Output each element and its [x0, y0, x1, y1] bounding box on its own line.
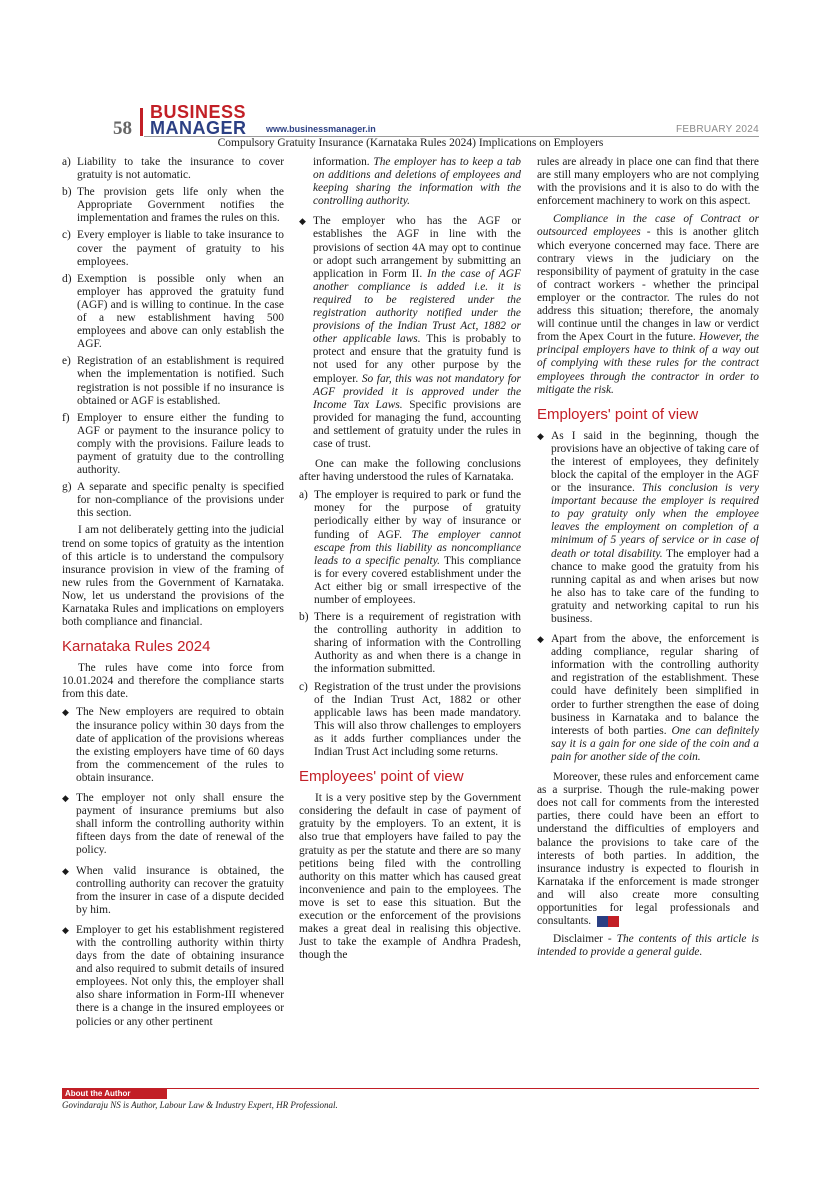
list-item: c) Every employer is liable to take insurance to cover the payment of gratuity to his employees. — [62, 229, 284, 268]
logo-divider — [140, 108, 143, 136]
about-author-label: About the Author — [62, 1088, 167, 1099]
diamond-bullet-icon: ◆ — [299, 216, 306, 227]
list-item: e) Registration of an establishment is required when the implementation is notified. Such registration is not possible if no insurance is obtained or AGF is established. — [62, 355, 284, 407]
issue-date: FEBRUARY 2024 — [675, 124, 759, 135]
continued-text: information. The employer has to keep a tab on additions and deletions of employees and keeping sharing the information with the controlling authority. — [313, 156, 521, 208]
moreover-paragraph: Moreover, these rules and enforcement came as a surprise. Though the rule-making power does not call for comments from the interested parties, there could have been an effort to understand the difficulties of employers and balance the provisions to take care of the interests of both parties. In addition, the insurance industry is expected to flourish in Karnataka if the enforcement is made stronger and will also create more consulting opportunities for legal professionals and consultants. M — [537, 771, 759, 928]
section-heading-employees: Employees' point of view — [299, 768, 464, 786]
conclusions-paragraph: One can make the following conclusions after having understood the rules of Karnataka. — [299, 458, 521, 484]
list-item: d) Exemption is possible only when an employer has approved the gratuity fund (AGF) and is willing to continue. In the case of a new establishment having 500 employees and above can only establish the AGF. — [62, 272, 284, 351]
list-item: c) Registration of the trust under the provisions of the Indian Trust Act, 1882 or other applicable laws has been made mandatory. This will also throw challenges to employers as it adds further compliances under the Indian Trust Act including some returns. — [299, 680, 521, 759]
contract-paragraph: Compliance in the case of Contract or outsourced employees - this is another glitch which everyone concerned may face. There are contrary views in the judiciary on the responsibility of payment of gratuity in the case of contract workers - whether the principal employer or the contractor. The rules do not address this situation; therefore, the anomaly will continue until the changes in law or verdict from the Apex Court in the future. However, the principal employers have to think of a way out of complying with these rules for the contract employees through the contractor in order to mitigate the risk. — [537, 213, 759, 396]
list-item: g) A separate and specific penalty is specified for non-compliance of the provisions under this section. — [62, 481, 284, 520]
bullet-item: ◆ Employer to get his establishment registered with the controlling authority within thirty days from the date of obtaining insurance and also required to submit details of insured employees. Not only this, the employer shall also share information in Form-III whenever there is a change in the insured employees or policies or any other pertinent — [62, 923, 284, 1028]
diamond-bullet-icon: ◆ — [62, 707, 69, 718]
list-item: b) The provision gets life only when the Appropriate Government notifies the implementation and frames the rules on this. — [62, 186, 284, 225]
author-bio: Govindaraju NS is Author, Labour Law & Industry Expert, HR Professional. — [62, 1100, 338, 1110]
list-item: a) The employer is required to park or fund the money for the purpose of gratuity periodically either by way of insurance or funding of AGF. The employer cannot escape from this liability as noncompliance leads to a specific penalty. This compliance is for every covered establishment under the Act either big or small irrespective of the number of employees. — [299, 489, 521, 606]
bullet-item: ◆ The employer who has the AGF or establishes the AGF in line with the provisions of section 4A may opt to continue or adopt such arrangement by submitting an application in Form II. In the case of AGF another compliance is added i.e. it is required to be registered under the registration authority notified under the provisions of the Indian Trust Act, 1882 or other applicable laws. This is probably to protect and ensure that the gratuity fund is not used for any other purpose by the employer. So far, this was not mandatory for AGF provided it is approved under the Income Tax Laws. Specific provisions are provided for managing the fund, accounting and settlement of gratuity under the rules in case of trust. — [299, 215, 521, 450]
list-item: a) Liability to take the insurance to cover gratuity is not automatic. — [62, 156, 284, 182]
brand-logo-line2: MANAGER — [150, 118, 247, 138]
list-item: f) Employer to ensure either the funding to AGF or payment to the insurance policy to comply with the provisions. Failure leads to payment of gratuity due to the controlling authority. — [62, 411, 284, 477]
diamond-bullet-icon: ◆ — [62, 865, 69, 876]
site-url: www.businessmanager.in — [266, 124, 376, 134]
continued-paragraph: rules are already in place one can find that there are still many employers who are not complying with the provisions and it is also to do with the enforcement machinery to work on this aspect. — [537, 156, 759, 208]
section-heading-employers: Employers' point of view — [537, 405, 699, 423]
disclaimer: Disclaimer - The contents of this article is intended to provide a general guide. — [537, 933, 759, 959]
employees-paragraph: It is a very positive step by the Government considering the default in case of payment of gratuity by the employers. To an extent, it is also true that employers have failed to pay the gratuity as per the statute and there are so many petitions being filed with the controlling authority on this matter which has caused great inconvenience and pain to the employees. The move is set to ease this situation. But the execution or the enforcement of the provisions makes a great deal in realising this objective. Just to take the example of Andhra Pradesh, though the — [299, 792, 521, 962]
column-1 — [62, 156, 284, 1068]
bullet-item: ◆ The New employers are required to obtain the insurance policy within 30 days from the date of application of the provisions whereas the existing employers have time of 60 days from the commencement of the rules to obtain insurance. — [62, 706, 284, 784]
end-mark-logo-icon: M — [597, 916, 619, 927]
bullet-item: ◆ When valid insurance is obtained, the controlling authority can recover the gratuity from the insurer in case of a dispute decided by him. — [62, 864, 284, 916]
section-heading-karnataka-rules: Karnataka Rules 2024 — [62, 638, 211, 656]
article-title: Compulsory Gratuity Insurance (Karnataka Rules 2024) Implications on Employers — [217, 137, 604, 149]
page-header — [0, 0, 821, 160]
diamond-bullet-icon: ◆ — [537, 430, 544, 441]
page-number: 58 — [113, 118, 132, 139]
bullet-item: ◆ As I said in the beginning, though the provisions have an objective of taking care of the interest of employees, they definitely block the capital of the employer in the AGF or the insurance. This conclusion is very important because the employer is required to pay gratuity only when the employee leaves the employment on completion of a minimum of 5 years of service or in case of death or total disability. The employer had a chance to make good the gratuity from his running capital as and when arises but now he also has to take care of the funding to gratuity and networking capital to run his business. — [537, 429, 759, 625]
brand-logo-line1: BUSINESS — [150, 102, 247, 122]
column-3 — [537, 156, 759, 1068]
list-item: b) There is a requirement of registration with the controlling authority in addition to sharing of information with the Controlling Authority as and when there is a change in the information submitted. — [299, 611, 521, 676]
intro-paragraph: I am not deliberately getting into the judicial trend on some topics of gratuity as the intention of this article is to understand the compulsory insurance provision in view of the framing of new rules from the Government of Karnataka. Now, let us understand the provisions of the Karnataka Rules and implications on employers both compliance and financial. — [62, 524, 284, 629]
rules-paragraph: The rules have come into force from 10.01.2024 and therefore the compliance starts from this date. — [62, 662, 284, 701]
column-2 — [299, 156, 521, 1068]
bullet-item: ◆ The employer not only shall ensure the payment of insurance premiums but also shall inform the controlling authority within fifteen days from the date of renewal of the policy. — [62, 792, 284, 857]
diamond-bullet-icon: ◆ — [62, 924, 69, 935]
diamond-bullet-icon: ◆ — [537, 634, 544, 645]
diamond-bullet-icon: ◆ — [62, 793, 69, 804]
article-body — [62, 156, 759, 1068]
bullet-item: ◆ Apart from the above, the enforcement is adding compliance, regular sharing of information with the controlling authority and registration of the establishment. These could have definitely been simplified in order to further strengthen the ease of doing business in Karnataka and to balance the interests of both parties. One can definitely say it is a gain for one side of the coin and a pain for another side of the coin. — [537, 633, 759, 763]
